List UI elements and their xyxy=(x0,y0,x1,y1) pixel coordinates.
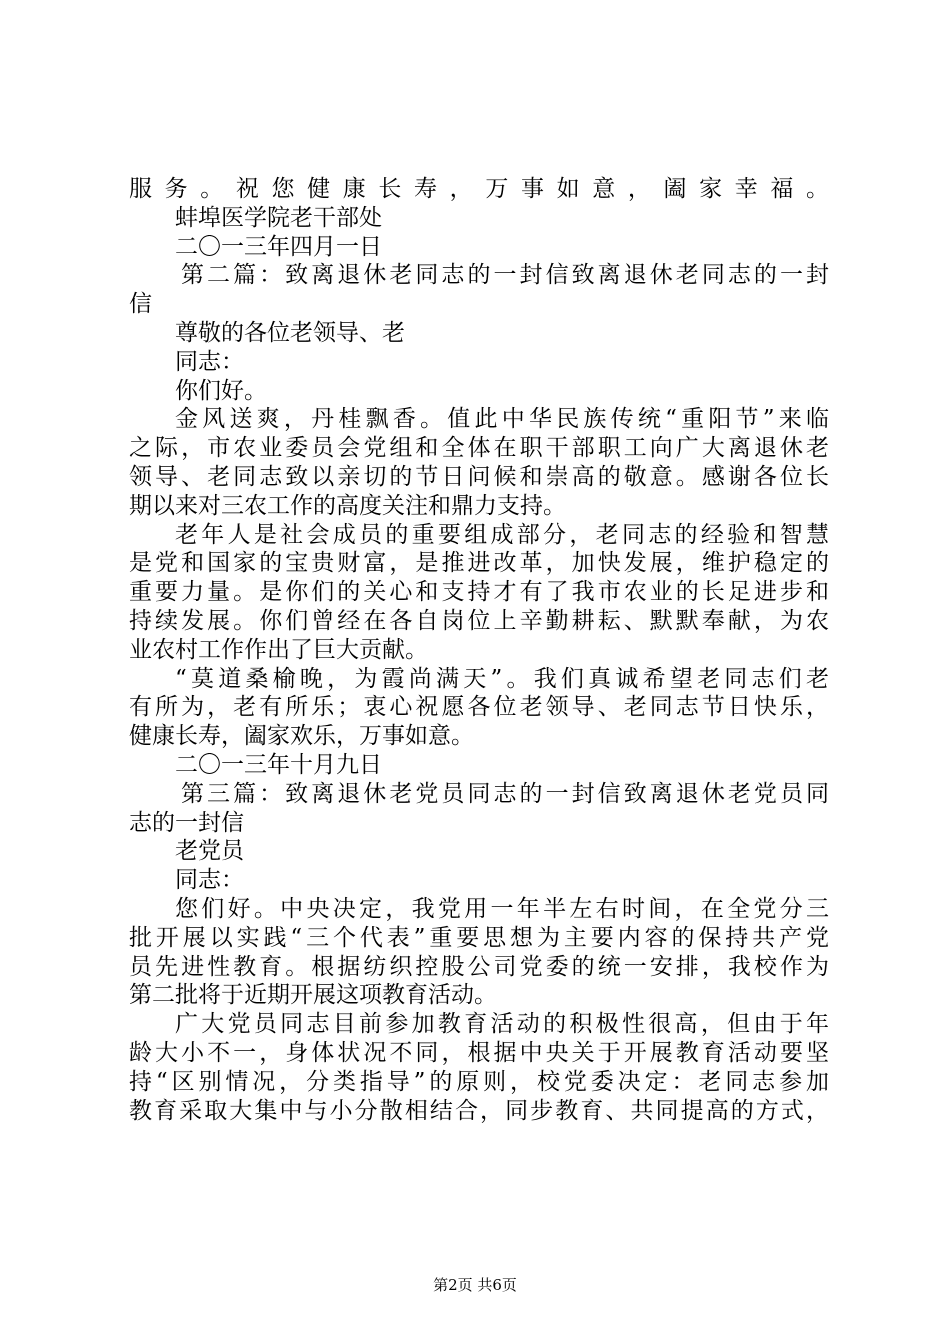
text-line: 领导、老同志致以亲切的节日问候和崇高的敬意。感谢各位长 xyxy=(129,463,829,490)
text-line: 持“区别情况，分类指导”的原则，校党委决定：老同志参加 xyxy=(129,1068,829,1095)
text-line: 期以来对三农工作的高度关注和鼎力支持。 xyxy=(129,492,566,519)
text-line: 老年人是社会成员的重要组成部分，老同志的经验和智慧 xyxy=(175,521,829,548)
salutation: 尊敬的各位老领导、老 xyxy=(175,319,405,346)
text-line: “莫道桑榆晚，为霞尚满天”。我们真诚希望老同志们老 xyxy=(175,665,829,692)
date-line: 二〇一三年十月九日 xyxy=(175,751,382,778)
text-line: 持续发展。你们曾经在各自岗位上辛勤耕耘、默默奉献，为农 xyxy=(129,607,829,634)
section-heading: 第三篇：致离退休老党员同志的一封信致离退休老党员同 xyxy=(181,780,829,807)
text-line: 批开展以实践“三个代表”重要思想为主要内容的保持共产党 xyxy=(129,924,829,951)
text-line: 重要力量。是你们的关心和支持才有了我市农业的长足进步和 xyxy=(129,579,829,606)
greeting: 你们好。 xyxy=(175,377,267,404)
text-line: 之际，市农业委员会党组和全体在职干部职工向广大离退休老 xyxy=(129,435,829,462)
text-line: 健康长寿，阖家欢乐，万事如意。 xyxy=(129,723,474,750)
text-line: 二〇一三年四月一日 xyxy=(175,233,382,260)
text-line: 教育采取大集中与小分散相结合，同步教育、共同提高的方式， xyxy=(129,1097,829,1124)
text-line: 广大党员同志目前参加教育活动的积极性很高，但由于年 xyxy=(175,1011,829,1038)
section-heading: 信 xyxy=(129,291,152,318)
salutation: 老党员 xyxy=(175,838,244,865)
text-line: 有所为，老有所乐；衷心祝愿各位老领导、老同志节日快乐， xyxy=(129,694,829,721)
page-number-footer: 第2页 共6页 xyxy=(433,1276,517,1294)
text-line: 蚌埠医学院老干部处 xyxy=(175,204,382,231)
text-line: 服务。祝您健康长寿，万事如意，阖家幸福。 xyxy=(129,176,829,202)
text-line: 金风送爽，丹桂飘香。值此中华民族传统“重阳节”来临 xyxy=(175,406,829,433)
text-line: 您们好。中央决定，我党用一年半左右时间，在全党分三 xyxy=(175,895,829,922)
text-line: 是党和国家的宝贵财富，是推进改革，加快发展，维护稳定的 xyxy=(129,550,829,577)
text-line: 员先进性教育。根据纺织控股公司党委的统一安排，我校作为 xyxy=(129,953,829,980)
section-heading: 志的一封信 xyxy=(129,809,244,836)
text-line: 龄大小不一，身体状况不同，根据中央关于开展教育活动要坚 xyxy=(129,1039,829,1066)
document-body xyxy=(129,175,829,1125)
section-heading: 第二篇：致离退休老同志的一封信致离退休老同志的一封 xyxy=(181,262,829,289)
salutation: 同志： xyxy=(175,348,244,375)
text-line: 业农村工作作出了巨大贡献。 xyxy=(129,636,428,663)
text-line: 第二批将于近期开展这项教育活动。 xyxy=(129,982,497,1009)
salutation: 同志： xyxy=(175,867,244,894)
